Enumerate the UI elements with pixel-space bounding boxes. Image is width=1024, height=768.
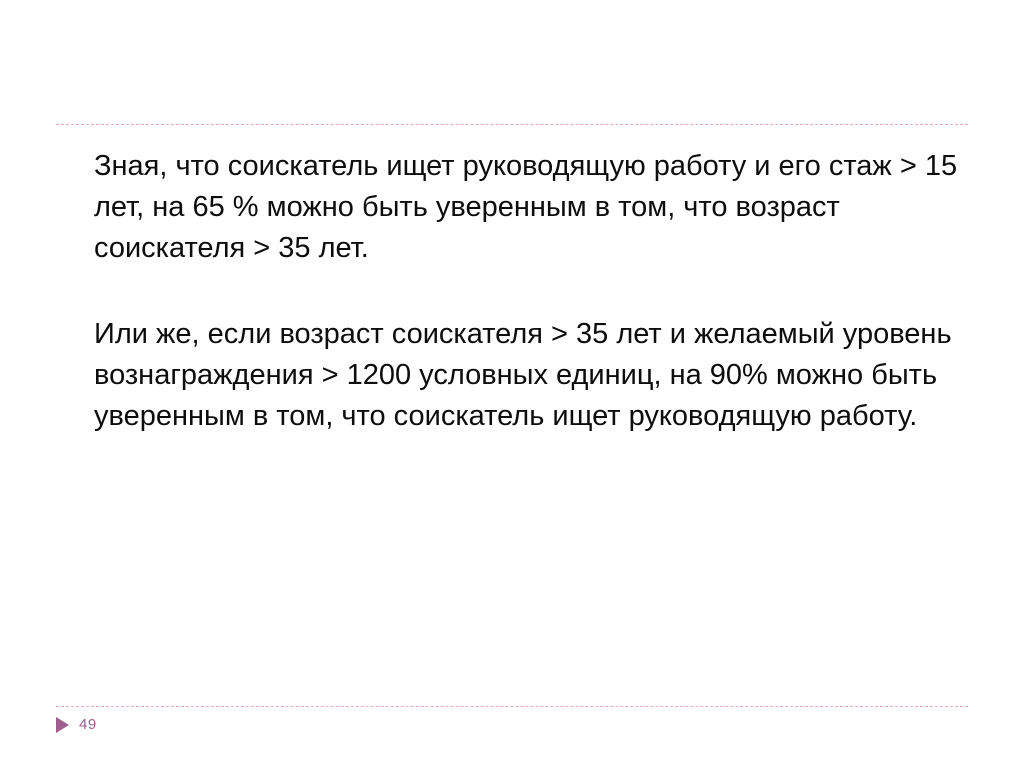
slide-number: 49	[79, 716, 97, 733]
paragraph-1: Зная, что соискатель ищет руководящую работу и его стаж > 15 лет, на 65 % можно быть уверенным в том, что возраст соискателя > 35 лет.	[94, 150, 958, 265]
slide-body	[56, 146, 968, 437]
paragraph-2: Или же, если возраст соискателя > 35 лет и желаемый уровень вознаграждения > 1200 условных единиц, на 90% можно быть уверенным в том, что соискатель ищет руководящую работу.	[94, 317, 952, 432]
slide-footer	[56, 716, 97, 733]
top-divider	[56, 124, 968, 125]
triangle-bullet-icon	[56, 717, 69, 733]
bottom-divider	[56, 706, 968, 707]
